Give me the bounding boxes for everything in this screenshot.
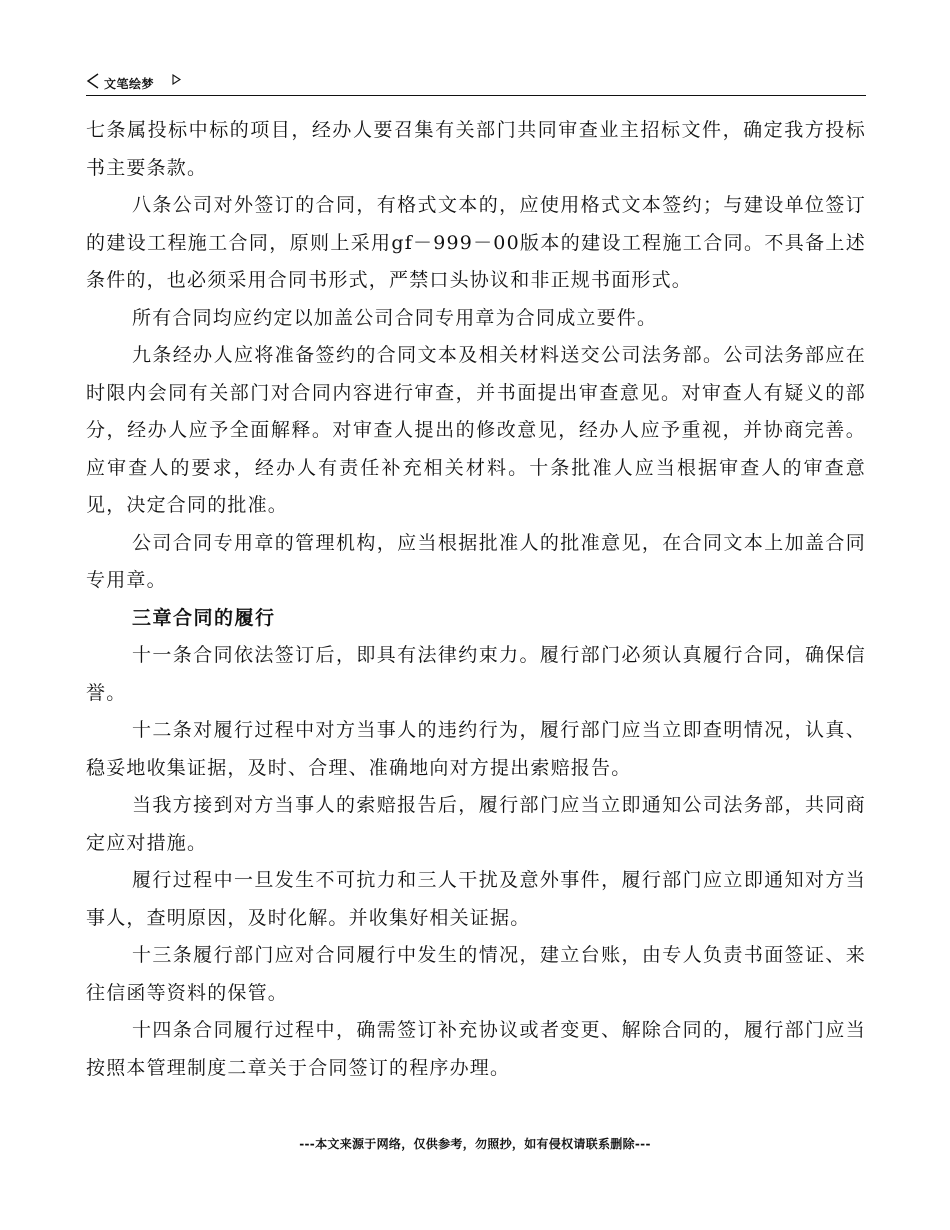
paragraph: 履行过程中一旦发生不可抗力和三人干扰及意外事件，履行部门应立即通知对方当事人，查明原因，及时化解。并收集好相关证据。 xyxy=(86,869,866,929)
paragraph: 十四条合同履行过程中，确需签订补充协议或者变更、解除合同的，履行部门应当按照本管理制度二章关于合同签订的程序办理。 xyxy=(86,1019,866,1079)
footer-disclaimer: ---本文来源于网络，仅供参考，勿照抄，如有侵权请联系删除--- xyxy=(299,1137,651,1151)
paragraph: 十一条合同依法签订后，即具有法律约束力。履行部门必须认真履行合同，确保信誉。 xyxy=(86,644,866,704)
triangle-left-icon xyxy=(86,73,100,89)
paragraph: 十三条履行部门应对合同履行中发生的情况，建立台账，由专人负责书面签证、来往信函等资料的保管。 xyxy=(86,944,866,1004)
paragraph: 所有合同均应约定以加盖公司合同专用章为合同成立要件。 xyxy=(132,306,658,329)
section-heading: 三章合同的履行 xyxy=(132,606,276,629)
paragraph: 九条经办人应将准备签约的合同文本及相关材料送交公司法务部。公司法务部应在时限内会同有关部门对合同内容进行审查，并书面提出审查意见。对审查人有疑义的部分，经办人应予全面解释。对审查人提出的修改意见，经办人应予重视，并协商完善。应审查人的要求，经办人有责任补充相关材料。十条批准人应当根据审查人的审查意见，决定合同的批准。 xyxy=(86,344,866,516)
header-title: 文笔绘梦 xyxy=(104,77,155,91)
document-body xyxy=(86,112,866,1087)
paragraph: 八条公司对外签订的合同，有格式文本的，应使用格式文本签约；与建设单位签订的建设工程施工合同，原则上采用gf－999－00版本的建设工程施工合同。不具备上述条件的，也必须采用合同书形式，严禁口头协议和非正规书面形式。 xyxy=(86,194,866,291)
paragraph: 七条属投标中标的项目，经办人要召集有关部门共同审查业主招标文件，确定我方投标书主要条款。 xyxy=(86,119,866,179)
triangle-right-icon xyxy=(172,74,181,85)
paragraph: 公司合同专用章的管理机构，应当根据批准人的批准意见，在合同文本上加盖合同专用章。 xyxy=(86,531,866,591)
page-header xyxy=(86,70,866,96)
paragraph: 当我方接到对方当事人的索赔报告后，履行部门应当立即通知公司法务部，共同商定应对措施。 xyxy=(86,794,866,854)
paragraph: 十二条对履行过程中对方当事人的违约行为，履行部门应当立即查明情况，认真、稳妥地收集证据，及时、合理、准确地向对方提出索赔报告。 xyxy=(86,719,866,779)
